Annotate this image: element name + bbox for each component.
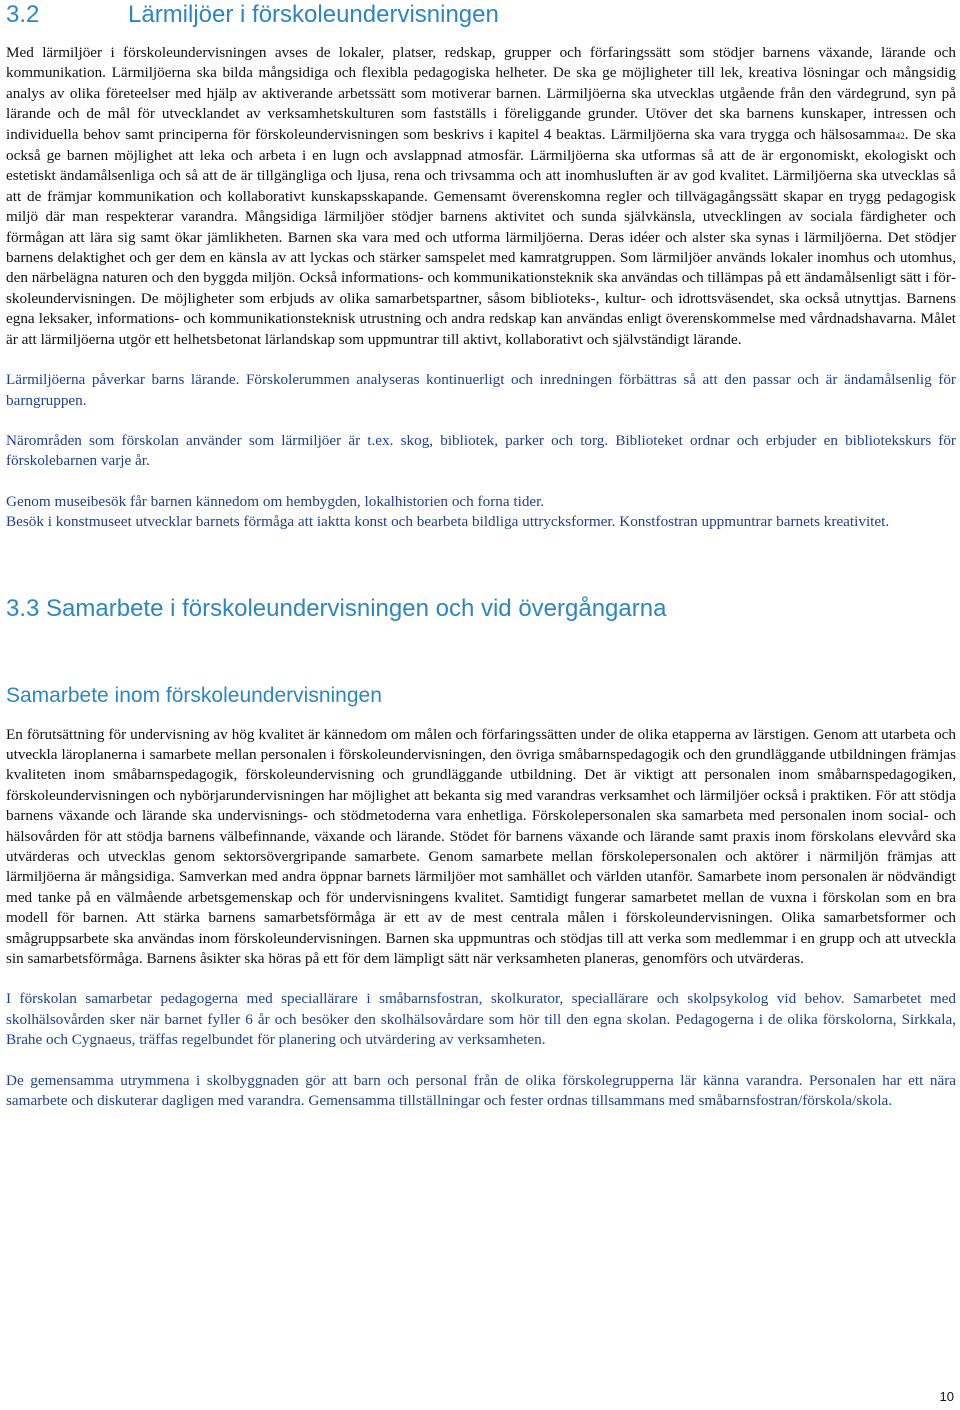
footnote-ref: 42 <box>895 130 905 141</box>
section-3-2-heading <box>6 1 956 29</box>
local-paragraph-nearby-areas: Närområden som förskolan använder som lärmiljöer är t.ex. skog, bibliotek, parker och torg. Biblioteket ordnar och erbjuder en bibliotekskurs för förskolebarnen varje år. <box>6 431 956 470</box>
local-paragraph-art-museum: Besök i konstmuseet utvecklar barnets förmåga att iaktta konst och bearbeta bildliga uttrycksformer. Konstfostran uppmuntrar barnets kreativitet. <box>6 513 890 531</box>
subheading-samarbete-inom: Samarbete inom förskoleundervisningen <box>6 683 382 707</box>
samarbete-body-paragraph: En förutsättning för undervisning av hög kvalitet är kännedom om målen och förfaringssätten under de olika etapperna av lärstigen. Genom att utarbeta och utveckla läroplanerna i samarbete mellan personalen i förskoleundervisningen, den övriga småbarnspedagogik och den grundläggande utbildningen främjas kvaliteten inom småbarnspedagogik, förskoleundervisning och grundläggande utbildning. Det är viktigt att personalen inom småbarnspedagogiken, förskoleundervisningen och nybörjarundervisningen har möjlighet att bekanta sig med varandras verksamhet och lärmiljöer också i praktiken. För att stödja barnens växande och lärande ska undervisnings- och stödmetoderna vara enhetliga. Förskolepersonalen ska samarbeta med personalen inom social- och hälsovården för att stödja barnens välbefinnande, växande och lärande. Stödet för barnens växande och lärande samt praxis inom förskolans elevvård ska utvärderas och utvecklas genom sektorsövergripande samarbete. Genom samarbete mellan förskolepersonalen och aktörer i närmiljön främjas att lärmiljöerna är mångsidiga. Samverkan med andra öppnar barnets lärmiljöer mot samhället och världen utanför. Samarbete inom personalen är nödvändigt med tanke på en välmående arbetsgemenskap och för undervisningens kvalitet. Samtidigt fungerar samarbetet mellan de vuxna i förskolan som en bra modell för barnen. Att stärka barnens samarbetsförmåga är ett av de mest centrala målen i förskoleundervisningen. Olika samarbetsformer och smågruppsarbete ska användas inom förskoleundervisningen. Barnen ska uppmuntras och stödjas till att verka som medlemmar i en grupp och att utveckla sin samarbetsförmåga. Barnens åsikter ska höras på ett för dem lämpligt sätt när verksamheten planeras, genomförs och utvärderas. <box>6 725 956 967</box>
local-paragraph-shared-spaces: De gemensamma utrymmena i skolbyggnaden gör att barn och personal från de olika förskolegrupperna lär känna varandra. Personalen har ett nära samarbete och diskuterar dagligen med varandra. Gemensamma tillställningar och fester ordnas tillsammans med småbarnsfostran/förskola/skola. <box>6 1071 956 1110</box>
lärmiljöer-body-paragraph: Med lärmiljöer i förskoleundervisningen avses de lokaler, platser, redskap, grupper och förfaringssätt som stödjer barnens växande, lärande och kommunikation. Lärmiljöerna ska bilda mångsidiga och flexibla pedagogiska helheter. De ska ge möjligheter till lek, kreativa lösningar och mångsidig analys av olika företeelser med hjälp av aktiverande arbetssätt som motiverar barnen. Lärmiljöerna ska utvecklas utgående från den värdegrund, syn på lärande och de mål för utvecklandet av verksamhetskulturen som fastställs i föreliggande grunder. Utöver det ska barnens kunskaper, intressen och individuella behov samt principerna för förskoleundervisningen som beskrivs i kapitel 4 beaktas. Lärmiljöerna ska vara trygga och hälsosamma42. De ska också ge barnen möjlighet att leka och arbeta i en lugn och avslappnad atmosfär. Lärmiljöerna ska utformas så att de är ergonomiskt, ekologiskt och estetiskt ändamålsenliga och så att de är tillgängliga och ljusa, rena och trivsamma och att inomhusluften är av god kvalitet. Lärmiljöerna ska utvecklas så att de främjar kommunikation och kollaborativt kunskapsskapande. Gemensamt överenskomna regler och tillvägagångssätt skapar en trygg pedagogisk miljö där man respekterar varandra. Mångsidiga lärmiljöer stödjer barnens aktivitet och sunda självkänsla, utvecklingen av sociala färdigheter och förmågan att lära sig samt ökar jämlikheten. Barnen ska vara med och utforma lärmiljöerna. Deras idéer och alster ska synas i lärmiljöerna. Det stödjer barnens delaktighet och ger dem en känsla av att lyckas och stärker samspelet med kamratgruppen. Som lärmiljöer används lokaler inomhus och utomhus, den närbelägna naturen och den byggda miljön. Också informations- och kommunikationsteknik ska användas och tillämpas på ett ändamålsenligt sätt i förskoleundervisningen. De möjligheter som erbjuds av olika samarbetspartner, såsom biblioteks-, kultur- och idrottsväsendet, ska också utnyttjas. Barnens egna leksaker, informations- och kommunikationsteknisk utrustning och andra redskap kan användas enligt överenskommelse med vårdnadshavarna. Målet är att lärmiljöerna utgör ett helhetsbetonat lärlandskap som uppmuntrar till aktivt, kollaborativt och självständigt lärande. <box>6 44 956 348</box>
section-title: Samarbete i förskoleundervisningen och vid övergångarna <box>46 594 667 622</box>
section-number: 3.2 <box>6 1 40 28</box>
section-number: 3.3 <box>6 594 40 622</box>
local-paragraph-museum: Genom museibesök får barnen kännedom om hembygden, lokalhistorien och forna tider. <box>6 492 545 510</box>
local-paragraph-cooperation: I förskolan samarbetar pedagogerna med speciallärare i småbarnsfostran, skolkurator, speciallärare och skolpsykolog vid behov. Samarbetet med skolhälsovården sker när barnet fyller 6 år och besöker den skolhälsovårdare som hör till den egna skolan. Pedagogerna i de olika förskolorna, Sirkkala, Brahe och Cygnaeus, träffas regelbundet för planering och utvärdering av verksamheten. <box>6 990 956 1049</box>
document-page <box>6 0 956 1111</box>
page-number: 10 <box>939 1389 954 1404</box>
section-title: Lärmiljöer i förskoleundervisningen <box>128 1 499 28</box>
section-3-3-heading <box>6 595 956 623</box>
local-paragraph-learning: Lärmiljöerna påverkar barns lärande. Förskolerummen analyseras kontinuerligt och inredningen förbättras så att den passar och är ändamålsenlig för barngruppen. <box>6 371 956 409</box>
